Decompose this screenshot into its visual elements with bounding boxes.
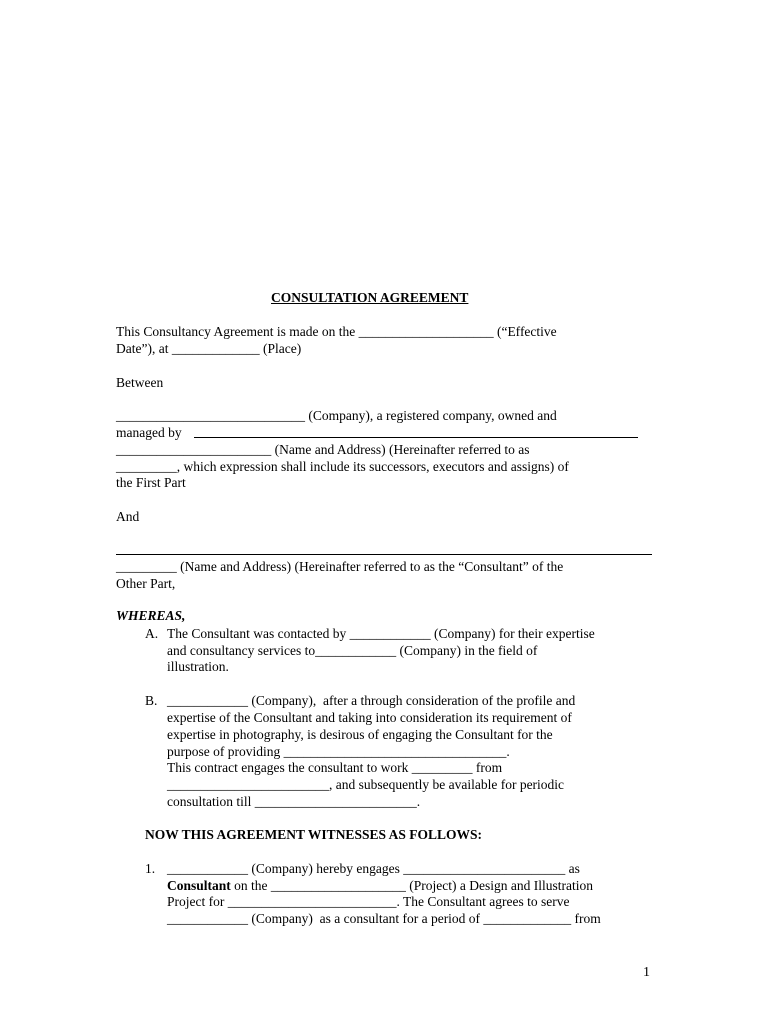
clause-a-line-3: illustration. bbox=[167, 659, 229, 674]
clause-1-line-1: ____________ (Company) hereby engages ________________________ as bbox=[167, 861, 580, 876]
clause-1-line-2 bbox=[167, 877, 593, 894]
first-party-line-5: the First Part bbox=[116, 475, 186, 490]
clause-b-line-7: consultation till ________________________. bbox=[167, 794, 421, 809]
page-number: 1 bbox=[643, 965, 650, 980]
second-party-line-2: Other Part, bbox=[116, 576, 176, 591]
clause-b-line-3: expertise in photography, is desirous of engaging the Consultant for the bbox=[167, 727, 553, 742]
clause-b-line-1: ____________ (Company), after a through consideration of the profile and bbox=[167, 693, 576, 708]
second-party-blank-line bbox=[116, 554, 652, 555]
intro-line-1: This Consultancy Agreement is made on the ____________________ (“Effective bbox=[116, 324, 557, 339]
first-party-line-4: _________, which expression shall include its successors, executors and assigns) of bbox=[116, 459, 569, 474]
clause-b-line-6: ________________________, and subsequently be available for periodic bbox=[167, 777, 565, 792]
clause-a-line-1: The Consultant was contacted by ____________ (Company) for their expertise bbox=[167, 626, 595, 641]
document-title: CONSULTATION AGREEMENT bbox=[271, 290, 469, 305]
clause-b-line-2: expertise of the Consultant and taking into consideration its requirement of bbox=[167, 710, 572, 725]
and-label: And bbox=[116, 509, 140, 524]
clause-b-line-5: This contract engages the consultant to work _________ from bbox=[167, 760, 503, 775]
clause-1-line-4: ____________ (Company) as a consultant for a period of _____________ from bbox=[167, 911, 601, 926]
clause-1-line-2-rest: on the ____________________ (Project) a Design and Illustration bbox=[230, 878, 593, 893]
clause-a-marker: A. bbox=[145, 626, 159, 641]
clause-b-line-4: purpose of providing _________________________________. bbox=[167, 744, 510, 759]
second-party-line-1: _________ (Name and Address) (Hereinafter referred to as the “Consultant” of the bbox=[116, 559, 564, 574]
consultant-term: Consultant bbox=[167, 878, 231, 893]
managed-by-blank-line bbox=[194, 437, 638, 438]
whereas-heading: WHEREAS, bbox=[116, 608, 186, 623]
first-party-line-2: managed by bbox=[116, 425, 182, 440]
first-party-line-1: ____________________________ (Company), a registered company, owned and bbox=[116, 408, 557, 423]
clause-1-line-3: Project for _________________________. The Consultant agrees to serve bbox=[167, 894, 570, 909]
between-label: Between bbox=[116, 375, 164, 390]
first-party-line-3: _______________________ (Name and Address) (Hereinafter referred to as bbox=[116, 442, 530, 457]
clause-1-marker: 1. bbox=[145, 861, 156, 876]
intro-line-2: Date”), at _____________ (Place) bbox=[116, 341, 302, 356]
clause-a-line-2: and consultancy services to____________ (Company) in the field of bbox=[167, 643, 538, 658]
clause-b-marker: B. bbox=[145, 693, 158, 708]
witnesses-heading: NOW THIS AGREEMENT WITNESSES AS FOLLOWS: bbox=[145, 827, 482, 842]
